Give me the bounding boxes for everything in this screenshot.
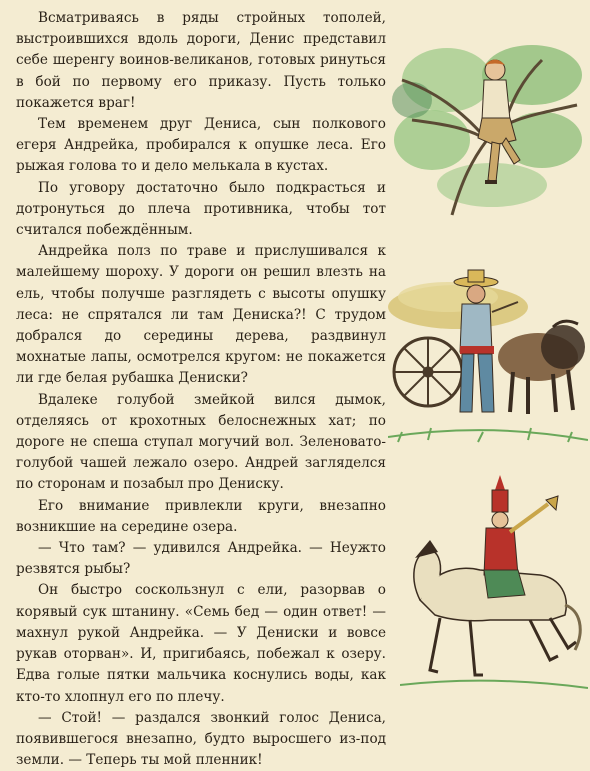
cart-wheel xyxy=(394,338,462,406)
farmer-with-oxen-cart-illustration xyxy=(388,262,588,452)
paragraph-2: Тем временем друг Дениса, сын полкового егеря Андрейка, пробирался к опушке леса. Его рыжая голова то и дело мелькала в кустах. xyxy=(16,116,386,175)
paragraph-4: Андрейка полз по траве и прислушивался к малейшему шороху. У дороги он решил влезть на ель, чтобы получше разглядеть с высоты опушку леса: не спрятался ли там Дениска?! С трудом добрался до середины дерева, раздвинул мохнатые лапы, осмотрелся кругом: не покажется ли где белая рубашка Дениски? xyxy=(16,243,386,387)
paragraph-7: — Что там? — удивился Андрейка. — Неужто резвятся рыбы? xyxy=(16,540,386,578)
paragraph-5: Вдалеке голубой змейкой вился дымок, отделяясь от крохотных белоснежных хат; по дороге не спеша ступал могучий вол. Зеленовато-голубой чашей лежало озеро. Андрей загляделся по сторонам и позабыл про Дениску. xyxy=(16,391,386,493)
paragraph-9: — Стой! — раздался звонкий голос Дениса, появившегося внезапно, будто выросшего из-под земли. — Теперь ты мой пленник! xyxy=(16,709,386,769)
oxen xyxy=(498,321,585,414)
paragraph-1: Всматриваясь в ряды стройных тополей, выстроившихся вдоль дороги, Денис представил себе шеренгу воинов-великанов, готовых ринуться в бой по первому его приказу. Пусть только покажется враг! xyxy=(16,10,386,111)
paragraph-3: По уговору достаточно было подкрасться и дотронуться до плеча противника, чтобы тот считался побеждённым. xyxy=(16,179,386,239)
ground xyxy=(400,681,588,688)
paragraph-8: Он быстро соскользнул с ели, разорвав о корявый сук штанину. «Семь бед — один ответ! — махнул рукой Андрейка. — У Дениски и вовсе рукав оторван». И, пригибаясь, побежал к озеру. Едва голые пятки мальчика коснулись воды, как кто-то хлопнул его по плечу. xyxy=(16,582,386,705)
boy-in-tree-illustration xyxy=(392,20,587,220)
story-text xyxy=(16,8,386,771)
paragraph-6: Его внимание привлекли круги, внезапно возникшие на середине озера. xyxy=(16,497,386,535)
hussar-on-horse-illustration xyxy=(400,470,588,710)
grass xyxy=(388,428,588,442)
